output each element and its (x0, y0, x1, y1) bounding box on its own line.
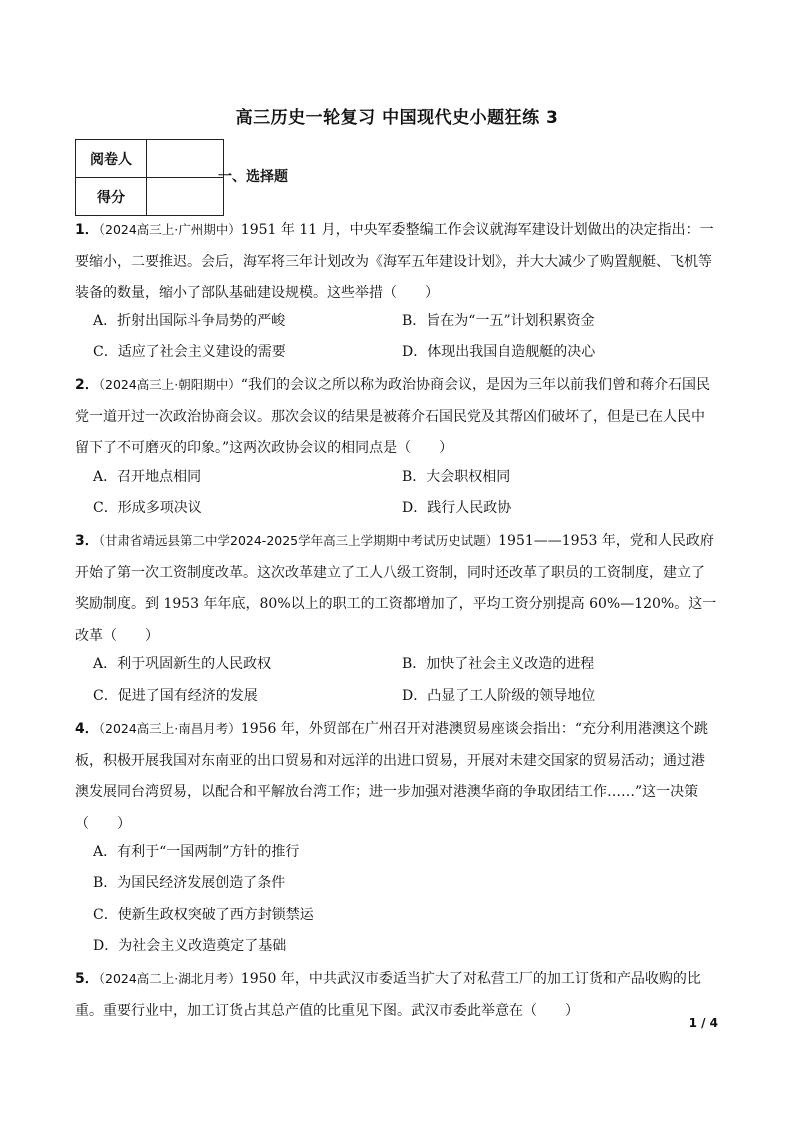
reviewer-label: 阅卷人 (76, 140, 147, 178)
question-2: 2．（2024高三上·朝阳期中）“我们的会议之所以称为政治协商会议，是因为三年以前我们曾和蒋介石国民党一道开过一次政治协商会议。那次会议的结果是被蒋介石国民党及其帮凶们破坏了，但是已在人民中留下了不可磨灭的印象。”这两次政协会议的相同点是（ ） (75, 377, 710, 456)
option-2a[interactable]: A．召开地点相同 (93, 469, 202, 485)
section-title: 一、选择题 (218, 169, 288, 185)
question-4: 4．（2024高三上·南昌月考）1956 年，外贸部在广州召开对港澳贸易座谈会指出：“充分利用港澳这个跳板，积极开展我国对东南亚的出口贸易和对远洋的出进口贸易，开展对未建交国家的贸易活动；通过港澳发展同台湾贸易，以配合和平解放台湾工作；进一步加强对港澳华商的争取团结工作……”这一决策（ ） (75, 721, 709, 832)
score-field[interactable] (147, 178, 224, 216)
option-2b[interactable]: B．大会职权相同 (402, 469, 511, 485)
document-title: 高三历史一轮复习 中国现代史小题狂练 3 (235, 108, 559, 128)
option-3d[interactable]: D．凸显了工人阶级的领导地位 (402, 688, 596, 704)
option-3c[interactable]: C．促进了国有经济的发展 (93, 688, 258, 704)
option-1d[interactable]: D．体现出我国自造舰艇的决心 (402, 344, 596, 360)
option-4a[interactable]: A．有利于“一国两制”方针的推行 (93, 844, 300, 860)
score-label: 得分 (76, 178, 147, 216)
option-4b[interactable]: B．为国民经济发展创造了条件 (93, 875, 286, 891)
option-4d[interactable]: D．为社会主义改造奠定了基础 (93, 938, 287, 954)
option-2c[interactable]: C．形成多项决议 (93, 500, 202, 516)
option-3b[interactable]: B．加快了社会主义改造的进程 (402, 656, 595, 672)
question-1: 1．（2024高三上·广州期中）1951 年 11 月，中央军委整编工作会议就海军建设计划做出的决定指出：一要缩小，二要推迟。会后，海军将三年计划改为《海军五年建设计划》，并大大减少了购置舰艇、飞机等装备的数量，缩小了部队基础建设规模。这些举措（ ） (75, 222, 714, 301)
option-1b[interactable]: B．旨在为“一五”计划积累资金 (402, 313, 595, 329)
option-3a[interactable]: A．利于巩固新生的人民政权 (93, 656, 272, 672)
page-number: 1 / 4 (688, 1016, 718, 1030)
question-3: 3．（甘肃省靖远县第二中学2024-2025学年高三上学期期中考试历史试题）1951——1953 年，党和人民政府开始了第一次工资制度改革。这次改革建立了工人八级工资制，同时还改革了职员的工资制度，建立了奖励制度。到 1953 年年底，80%以上的职工的工资都增加了，平均工资分别提高 60%—120%。这一改革（ ） (75, 533, 717, 644)
option-1c[interactable]: C．适应了社会主义建设的需要 (93, 344, 286, 360)
reviewer-field[interactable] (147, 140, 224, 178)
question-5: 5．（2024高二上·湖北月考）1950 年，中共武汉市委适当扩大了对私营工厂的加工订货和产品收购的比重。重要行业中，加工订货占其总产值的比重见下图。武汉市委此举意在（ ） (75, 971, 701, 1019)
option-1a[interactable]: A．折射出国际斗争局势的严峻 (93, 313, 286, 329)
score-table (75, 139, 224, 216)
option-4c[interactable]: C．使新生政权突破了西方封锁禁运 (93, 907, 314, 923)
option-2d[interactable]: D．践行人民政协 (402, 500, 512, 516)
